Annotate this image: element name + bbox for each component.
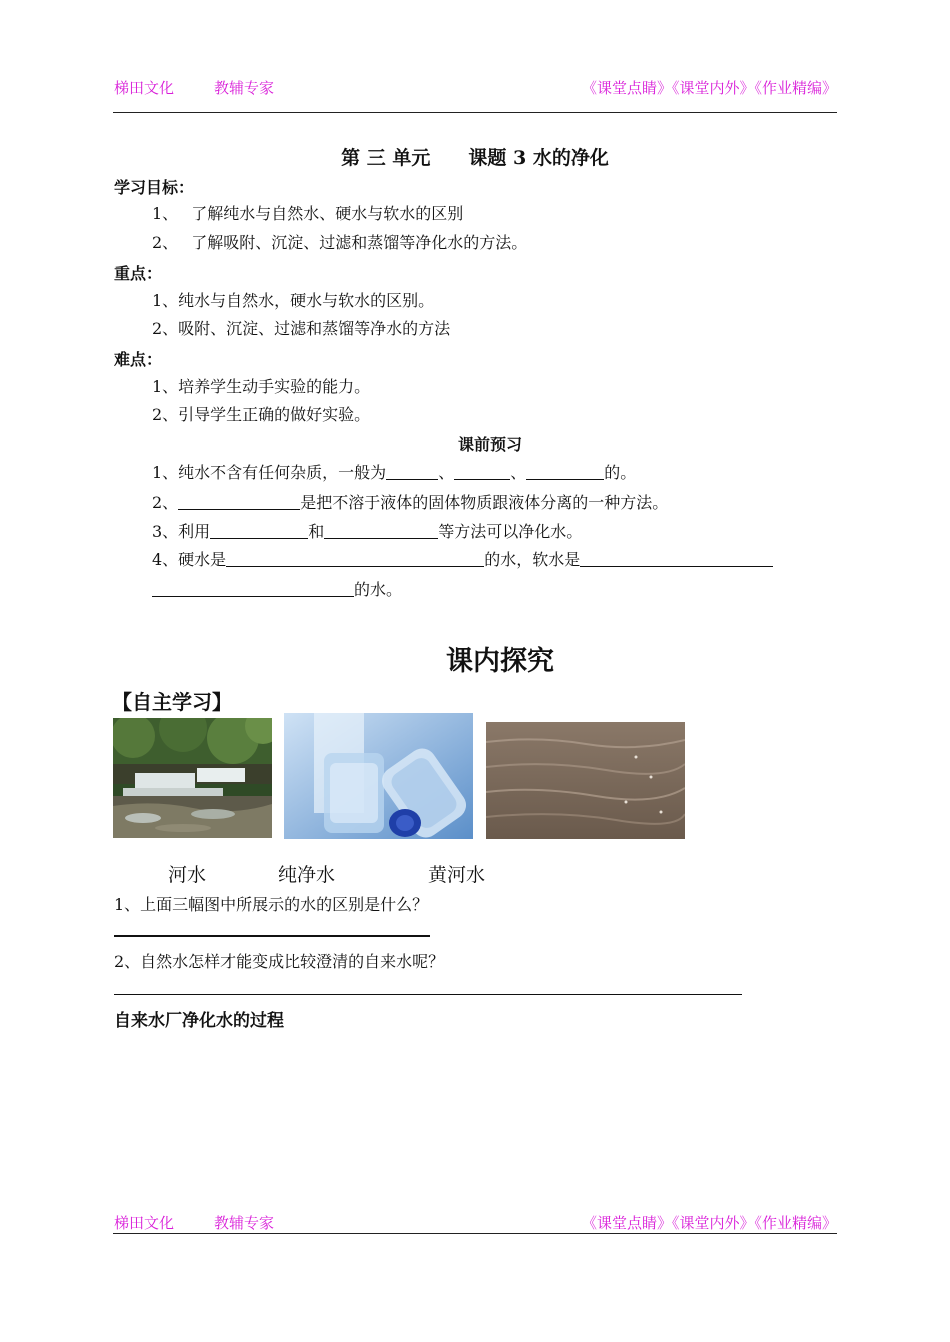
q4-end: 的水。 (354, 580, 403, 599)
q4-blank-3[interactable] (152, 580, 354, 597)
caption-river-water: 河水 (168, 864, 207, 886)
river-water-photo (113, 718, 272, 838)
preview-question-4-cont (152, 577, 402, 600)
q2-blank[interactable] (178, 493, 300, 510)
q1-blank-2[interactable] (454, 463, 510, 480)
q3-blank-2[interactable] (324, 522, 438, 539)
q4-blank-1[interactable] (226, 550, 484, 567)
q4-blank-2[interactable] (580, 550, 773, 567)
q3-blank-1[interactable] (210, 522, 308, 539)
q2-end: 是把不溶于液体的固体物质跟液体分离的一种方法。 (300, 493, 669, 512)
inquiry-heading: 课内探究 (446, 646, 554, 677)
answer-line-1[interactable] (114, 935, 430, 937)
process-heading: 自来水厂净化水的过程 (114, 1011, 284, 1031)
q4-mid: 的水，软水是 (484, 550, 581, 569)
objectives-heading: 学习目标： (114, 178, 195, 197)
header-rule (113, 112, 837, 113)
preview-heading: 课前预习 (458, 435, 523, 454)
header-series: 《课堂点睛》《课堂内外》《作业精编》 (581, 79, 837, 97)
q1-sep-2: 、 (510, 463, 527, 482)
footer-brand: 梯田文化 (114, 1214, 175, 1232)
preview-question-3 (152, 519, 582, 542)
preview-question-4 (152, 547, 773, 570)
q1-text: 1、纯水不含有任何杂质，一般为 (152, 463, 387, 482)
header-tagline: 教辅专家 (214, 79, 275, 97)
difficulties-heading: 难点： (114, 350, 163, 369)
key-points-heading: 重点： (114, 264, 163, 283)
q4-text: 4、硬水是 (152, 550, 227, 569)
inquiry-question-1: 1、上面三幅图中所展示的水的区别是什么？ (114, 895, 429, 914)
answer-line-2[interactable] (114, 994, 742, 995)
q3-end: 等方法可以净化水。 (438, 522, 583, 541)
difficulty-item-2: 2、引导学生正确的做好实验。 (152, 405, 371, 424)
objective-item-2: 2、 了解吸附、沉淀、过滤和蒸馏等净化水的方法。 (152, 233, 528, 252)
purified-water-photo (284, 713, 473, 839)
q3-text: 3、利用 (152, 522, 211, 541)
yellow-river-water-photo (486, 722, 685, 839)
header-brand: 梯田文化 (114, 79, 175, 97)
footer-rule (113, 1233, 837, 1234)
q2-text: 2、 (152, 493, 179, 512)
footer-tagline: 教辅专家 (214, 1214, 275, 1232)
key-point-item-1: 1、纯水与自然水，硬水与软水的区别。 (152, 291, 435, 310)
q1-blank-3[interactable] (526, 463, 604, 480)
q1-sep-1: 、 (438, 463, 455, 482)
preview-question-2 (152, 490, 668, 513)
caption-yellow-river-water: 黄河水 (428, 864, 486, 886)
objective-item-1: 1、 了解纯水与自然水、硬水与软水的区别 (152, 204, 464, 223)
q1-end: 的。 (604, 463, 637, 482)
page-title: 第 三 单元 课题 3 水的净化 (341, 147, 609, 169)
q1-blank-1[interactable] (386, 463, 438, 480)
difficulty-item-1: 1、培养学生动手实验的能力。 (152, 377, 371, 396)
self-study-heading: 【自主学习】 (112, 690, 232, 714)
key-point-item-2: 2、吸附、沉淀、过滤和蒸馏等净水的方法 (152, 319, 451, 338)
caption-purified-water: 纯净水 (278, 864, 336, 886)
footer-series: 《课堂点睛》《课堂内外》《作业精编》 (581, 1214, 837, 1232)
q3-mid: 和 (308, 522, 325, 541)
inquiry-question-2: 2、自然水怎样才能变成比较澄清的自来水呢？ (114, 952, 445, 971)
preview-question-1 (152, 460, 636, 483)
